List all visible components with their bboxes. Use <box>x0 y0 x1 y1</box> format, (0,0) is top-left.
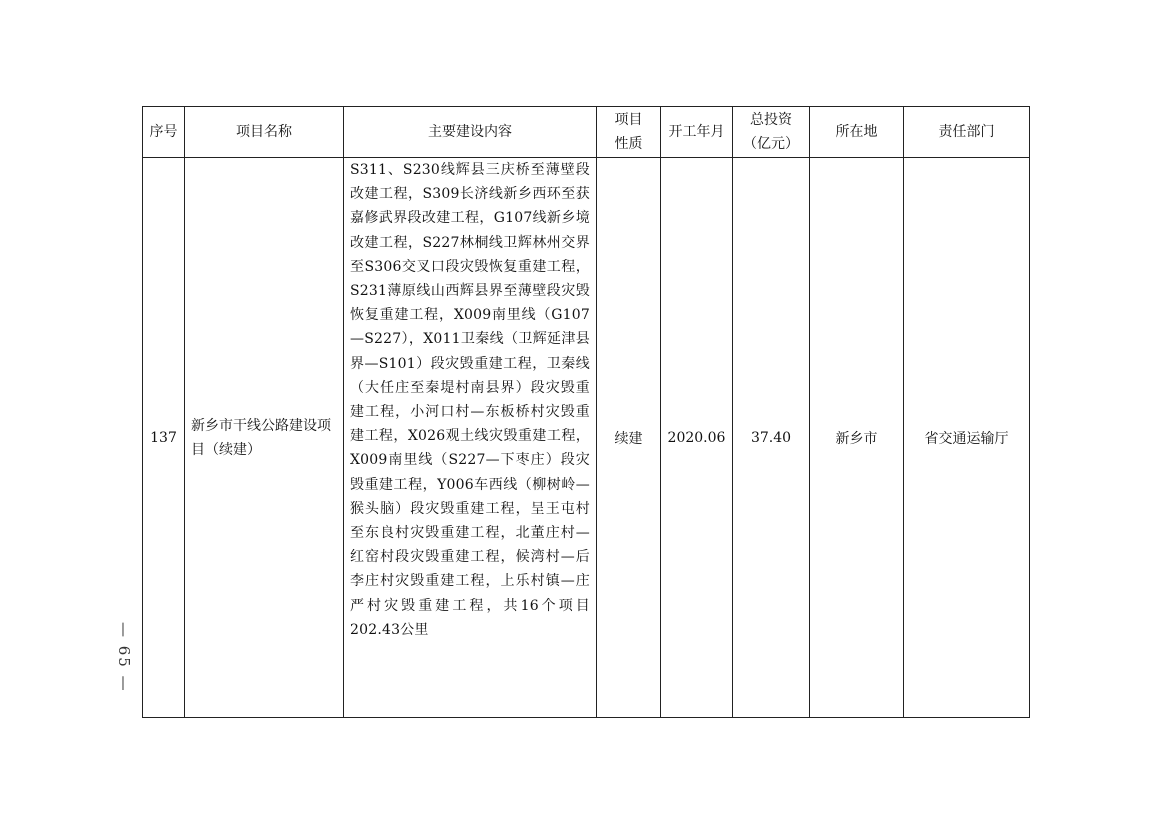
header-nature-line2: 性质 <box>614 136 643 152</box>
header-investment-line2: （亿元） <box>743 136 799 152</box>
cell-seq: 137 <box>143 158 185 718</box>
header-start: 开工年月 <box>661 107 733 158</box>
header-department: 责任部门 <box>904 107 1030 158</box>
cell-nature: 续建 <box>597 158 661 718</box>
header-investment-line1: 总投资 <box>750 112 792 128</box>
cell-department: 省交通运输厅 <box>904 158 1030 718</box>
header-location: 所在地 <box>810 107 904 158</box>
cell-location: 新乡市 <box>810 158 904 718</box>
table-row <box>143 158 1030 718</box>
cell-name: 新乡市干线公路建设项目（续建） <box>185 158 344 718</box>
header-nature-line1: 项目 <box>614 112 643 128</box>
header-investment <box>733 107 810 158</box>
project-table <box>142 106 1030 718</box>
header-name: 项目名称 <box>185 107 344 158</box>
header-row <box>143 107 1030 158</box>
header-content: 主要建设内容 <box>344 107 597 158</box>
cell-start: 2020.06 <box>661 158 733 718</box>
page-number: — 65 — <box>115 621 133 693</box>
cell-content <box>344 158 597 718</box>
cell-investment: 37.40 <box>733 158 810 718</box>
header-seq: 序号 <box>143 107 185 158</box>
cell-content-text: S311、S230线辉县三庆桥至薄壁段改建工程，S309长济线新乡西环至获嘉修武界段改建工程，G107线新乡境改建工程，S227林桐线卫辉林州交界至S306交叉口段灾毁恢复重建工程，S231薄原线山西辉县界至薄壁段灾毁恢复重建工程，X009南里线（G107—S227），X011卫秦线（卫辉延津县界—S101）段灾毁重建工程，卫秦线（大任庄至秦堤村南县界）段灾毁重建工程，小河口村—东板桥村灾毁重建工程，X026观土线灾毁重建工程，X009南里线（S227—下枣庄）段灾毁重建工程，Y006车西线（柳树岭—猴头脑）段灾毁重建工程，呈王屯村至东良村灾毁重建工程，北董庄村—红窑村段灾毁重建工程，候湾村—后李庄村灾毁重建工程，上乐村镇—庄严村灾毁重建工程，共16个项目202.43公里 <box>350 162 590 638</box>
header-nature <box>597 107 661 158</box>
